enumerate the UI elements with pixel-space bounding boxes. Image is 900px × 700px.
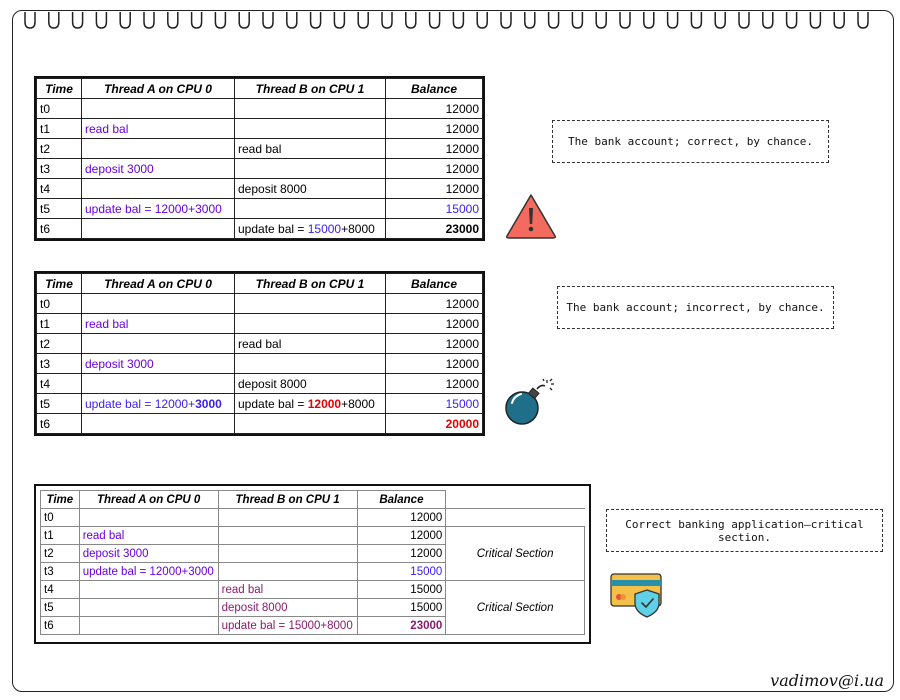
thread-a-cell bbox=[82, 334, 235, 354]
header-thread-b: Thread B on CPU 1 bbox=[218, 491, 357, 509]
table-correct-by-chance bbox=[34, 76, 485, 241]
header-balance: Balance bbox=[386, 274, 483, 294]
thread-a-cell: read bal bbox=[79, 527, 218, 545]
deposit-highlight: 3000 bbox=[195, 396, 222, 411]
thread-a-cell bbox=[79, 509, 218, 527]
table-row bbox=[37, 314, 483, 334]
note-correct-by-chance: The bank account; correct, by chance. bbox=[552, 120, 829, 163]
time-cell: t6 bbox=[41, 617, 80, 635]
time-cell: t2 bbox=[41, 545, 80, 563]
secure-credit-card-icon bbox=[609, 572, 665, 618]
thread-a-cell bbox=[82, 139, 235, 159]
table-critical-section bbox=[34, 484, 591, 644]
thread-b-cell: update bal = 15000+8000 bbox=[218, 617, 357, 635]
thread-b-cell bbox=[235, 99, 386, 119]
table-row bbox=[37, 179, 483, 199]
balance-cell: 12000 bbox=[357, 527, 446, 545]
balance-cell: 12000 bbox=[386, 354, 483, 374]
table-row bbox=[41, 581, 585, 599]
thread-b-cell bbox=[235, 119, 386, 139]
table-row bbox=[37, 414, 483, 434]
thread-b-cell bbox=[235, 314, 386, 334]
thread-b-cell: read bal bbox=[235, 139, 386, 159]
thread-a-cell: read bal bbox=[82, 119, 235, 139]
thread-a-cell: deposit 3000 bbox=[82, 159, 235, 179]
time-cell: t2 bbox=[37, 334, 82, 354]
time-cell: t4 bbox=[37, 179, 82, 199]
balance-cell: 15000 bbox=[357, 581, 446, 599]
thread-b-cell: deposit 8000 bbox=[235, 374, 386, 394]
balance-cell: 12000 bbox=[386, 314, 483, 334]
balance-cell: 12000 bbox=[386, 294, 483, 314]
time-cell: t2 bbox=[37, 139, 82, 159]
thread-b-cell bbox=[218, 563, 357, 581]
table-row bbox=[41, 527, 585, 545]
time-cell: t1 bbox=[41, 527, 80, 545]
table-row bbox=[37, 374, 483, 394]
header-thread-a: Thread A on CPU 0 bbox=[82, 274, 235, 294]
thread-a-cell: read bal bbox=[82, 314, 235, 334]
thread-b-cell bbox=[235, 159, 386, 179]
header-thread-a: Thread A on CPU 0 bbox=[79, 491, 218, 509]
critical-section-label-a: Critical Section bbox=[446, 527, 585, 581]
schedule-table-2 bbox=[36, 273, 483, 434]
note-critical-section: Correct banking application—critical section. bbox=[606, 509, 883, 552]
thread-a-cell bbox=[79, 617, 218, 635]
warning-triangle-icon bbox=[505, 192, 557, 240]
header-balance: Balance bbox=[386, 79, 483, 99]
balance-cell: 12000 bbox=[386, 334, 483, 354]
header-time: Time bbox=[37, 79, 82, 99]
table-header-row bbox=[37, 79, 483, 99]
time-cell: t0 bbox=[37, 99, 82, 119]
time-cell: t6 bbox=[37, 414, 82, 434]
thread-b-suffix: +8000 bbox=[341, 396, 375, 411]
time-cell: t6 bbox=[37, 219, 82, 239]
thread-b-suffix: +8000 bbox=[341, 221, 375, 236]
blank-cell bbox=[446, 509, 585, 527]
thread-b-cell bbox=[218, 509, 357, 527]
balance-cell: 12000 bbox=[386, 119, 483, 139]
thread-b-text: update bal = bbox=[238, 221, 308, 236]
balance-cell: 12000 bbox=[386, 374, 483, 394]
balance-cell: 12000 bbox=[386, 139, 483, 159]
header-balance: Balance bbox=[357, 491, 446, 509]
balance-cell: 12000 bbox=[386, 179, 483, 199]
table-row bbox=[37, 199, 483, 219]
balance-cell: 15000 bbox=[357, 563, 446, 581]
thread-b-cell bbox=[235, 199, 386, 219]
thread-a-cell bbox=[82, 219, 235, 239]
thread-a-cell bbox=[82, 99, 235, 119]
balance-cell: 23000 bbox=[357, 617, 446, 635]
time-cell: t0 bbox=[41, 509, 80, 527]
thread-b-cell bbox=[235, 219, 386, 239]
time-cell: t5 bbox=[41, 599, 80, 617]
time-cell: t3 bbox=[37, 159, 82, 179]
thread-b-cell bbox=[235, 414, 386, 434]
thread-a-cell bbox=[79, 581, 218, 599]
schedule-table-3 bbox=[40, 490, 585, 635]
critical-section-label-b: Critical Section bbox=[446, 581, 585, 635]
table-row bbox=[37, 139, 483, 159]
header-thread-b: Thread B on CPU 1 bbox=[235, 274, 386, 294]
stale-value-highlight: 12000 bbox=[307, 396, 342, 411]
balance-cell: 12000 bbox=[386, 159, 483, 179]
stale-value-highlight: 15000 bbox=[307, 221, 342, 236]
thread-b-cell bbox=[235, 394, 386, 414]
time-cell: t1 bbox=[37, 119, 82, 139]
thread-b-text: update bal = bbox=[238, 396, 308, 411]
time-cell: t3 bbox=[41, 563, 80, 581]
table-row bbox=[37, 119, 483, 139]
header-thread-b: Thread B on CPU 1 bbox=[235, 79, 386, 99]
table-row bbox=[37, 394, 483, 414]
thread-a-cell: update bal = 12000+3000 bbox=[82, 199, 235, 219]
table-incorrect-by-chance bbox=[34, 271, 485, 436]
balance-cell: 12000 bbox=[357, 509, 446, 527]
thread-a-cell bbox=[82, 179, 235, 199]
balance-cell: 20000 bbox=[386, 414, 483, 434]
balance-cell: 15000 bbox=[386, 199, 483, 219]
table-header-row bbox=[41, 491, 585, 509]
thread-a-cell: deposit 3000 bbox=[82, 354, 235, 374]
table-row bbox=[37, 99, 483, 119]
thread-b-cell: read bal bbox=[218, 581, 357, 599]
spiral-binding-icon bbox=[20, 4, 880, 34]
time-cell: t1 bbox=[37, 314, 82, 334]
time-cell: t4 bbox=[41, 581, 80, 599]
thread-b-cell bbox=[235, 294, 386, 314]
thread-b-cell: deposit 8000 bbox=[218, 599, 357, 617]
table-header-row bbox=[37, 274, 483, 294]
note-incorrect-by-chance: The bank account; incorrect, by chance. bbox=[557, 286, 834, 329]
thread-a-cell bbox=[82, 394, 235, 414]
table-row bbox=[41, 509, 585, 527]
balance-cell: 23000 bbox=[386, 219, 483, 239]
schedule-table-1 bbox=[36, 78, 483, 239]
table-row bbox=[37, 219, 483, 239]
thread-a-text: update bal = 12000+ bbox=[85, 396, 196, 411]
time-cell: t5 bbox=[37, 394, 82, 414]
header-time: Time bbox=[37, 274, 82, 294]
thread-a-cell bbox=[82, 414, 235, 434]
table-row bbox=[37, 334, 483, 354]
bomb-icon bbox=[500, 378, 558, 428]
thread-a-cell bbox=[82, 374, 235, 394]
table-row bbox=[37, 294, 483, 314]
thread-b-cell bbox=[218, 545, 357, 563]
header-time: Time bbox=[41, 491, 80, 509]
thread-b-cell bbox=[235, 354, 386, 374]
time-cell: t3 bbox=[37, 354, 82, 374]
time-cell: t4 bbox=[37, 374, 82, 394]
thread-a-cell: update bal = 12000+3000 bbox=[79, 563, 218, 581]
thread-a-cell bbox=[82, 294, 235, 314]
header-blank bbox=[446, 491, 585, 509]
author-signature: vadimov@i.ua bbox=[770, 671, 884, 690]
thread-b-cell: read bal bbox=[235, 334, 386, 354]
time-cell: t0 bbox=[37, 294, 82, 314]
thread-a-cell bbox=[79, 599, 218, 617]
table-row bbox=[37, 159, 483, 179]
balance-cell: 15000 bbox=[357, 599, 446, 617]
balance-cell: 12000 bbox=[357, 545, 446, 563]
thread-b-cell bbox=[218, 527, 357, 545]
table-row bbox=[37, 354, 483, 374]
header-thread-a: Thread A on CPU 0 bbox=[82, 79, 235, 99]
thread-b-cell: deposit 8000 bbox=[235, 179, 386, 199]
balance-cell: 12000 bbox=[386, 99, 483, 119]
thread-a-cell: deposit 3000 bbox=[79, 545, 218, 563]
balance-cell: 15000 bbox=[386, 394, 483, 414]
time-cell: t5 bbox=[37, 199, 82, 219]
